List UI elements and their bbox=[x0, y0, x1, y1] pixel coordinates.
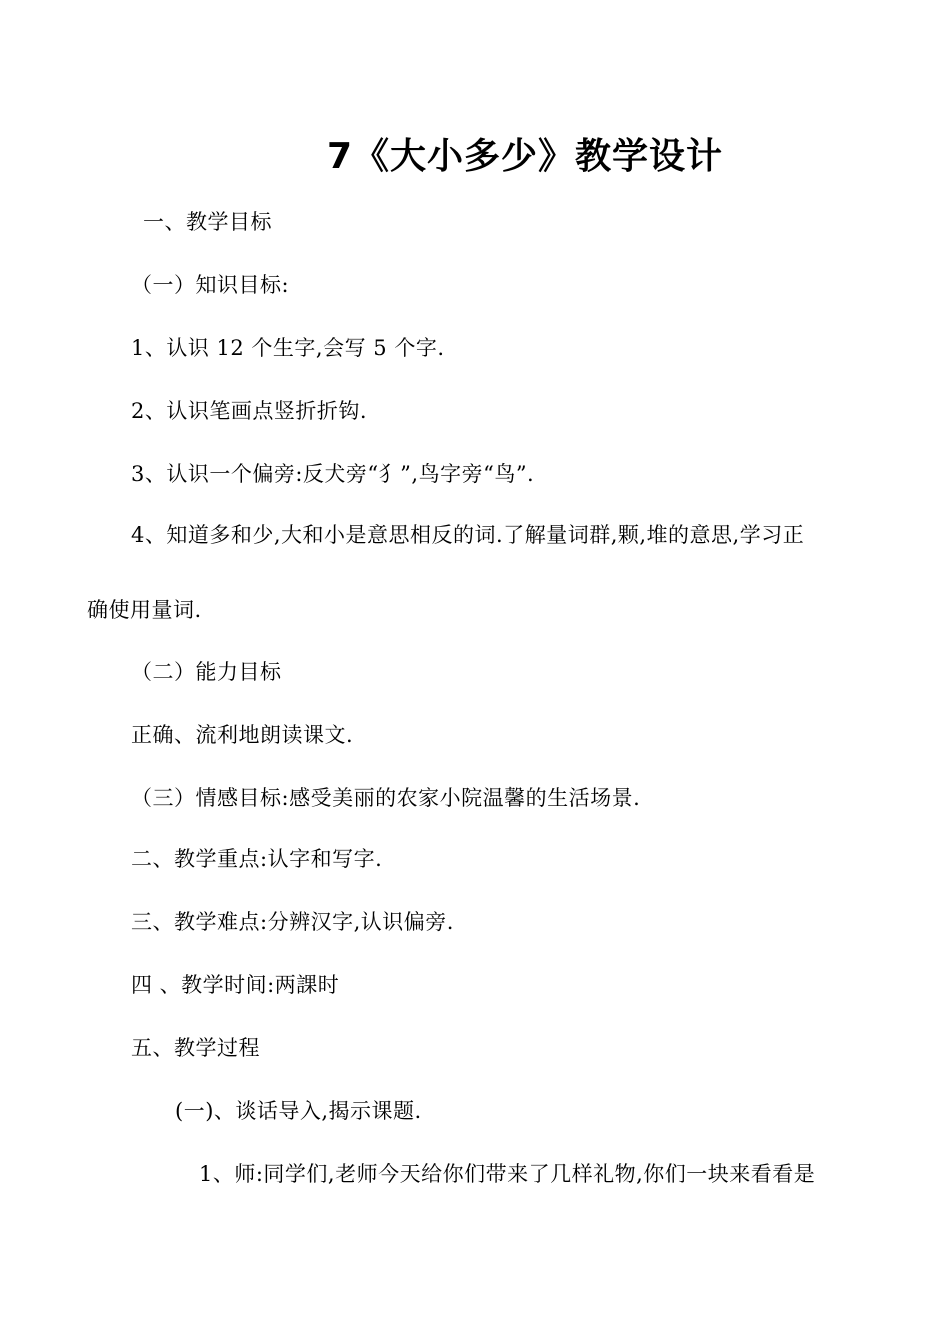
subheading-introduction: (一)、谈话导入,揭示课题. bbox=[175, 1099, 422, 1123]
section-heading-time: 四 、教学时间:两課时 bbox=[131, 973, 340, 997]
paragraph-line-continuation: 确使用量词. bbox=[87, 598, 202, 622]
section-heading-difficulties: 三、教学难点:分辨汉字,认识偏旁. bbox=[131, 910, 454, 934]
paragraph-line: 3、认识一个偏旁:反犬旁“犭”,鸟字旁“鸟”. bbox=[131, 462, 535, 486]
paragraph-line: 2、认识笔画点竖折折钩. bbox=[131, 399, 368, 423]
section-heading-objectives: 一、教学目标 bbox=[143, 210, 272, 234]
paragraph-line: 正确、流利地朗读课文. bbox=[131, 723, 354, 747]
subheading-emotion-goals: （三）情感目标:感受美丽的农家小院温馨的生活场景. bbox=[131, 786, 641, 810]
paragraph-line: 4、知道多和少,大和小是意思相反的词.了解量词群,颗,堆的意思,学习正 bbox=[131, 523, 805, 547]
section-heading-key-points: 二、教学重点:认字和写字. bbox=[131, 847, 383, 871]
paragraph-line: 1、师:同学们,老师今天给你们带来了几样礼物,你们一块来看看是 bbox=[199, 1162, 816, 1186]
document-title: 7《大小多少》教学设计 bbox=[326, 136, 724, 177]
subheading-ability-goals: （二）能力目标 bbox=[131, 660, 282, 684]
subheading-knowledge-goals: （一）知识目标: bbox=[131, 273, 290, 297]
section-heading-process: 五、教学过程 bbox=[131, 1036, 260, 1060]
paragraph-line: 1、认识 12 个生字,会写 5 个字. bbox=[131, 336, 445, 360]
